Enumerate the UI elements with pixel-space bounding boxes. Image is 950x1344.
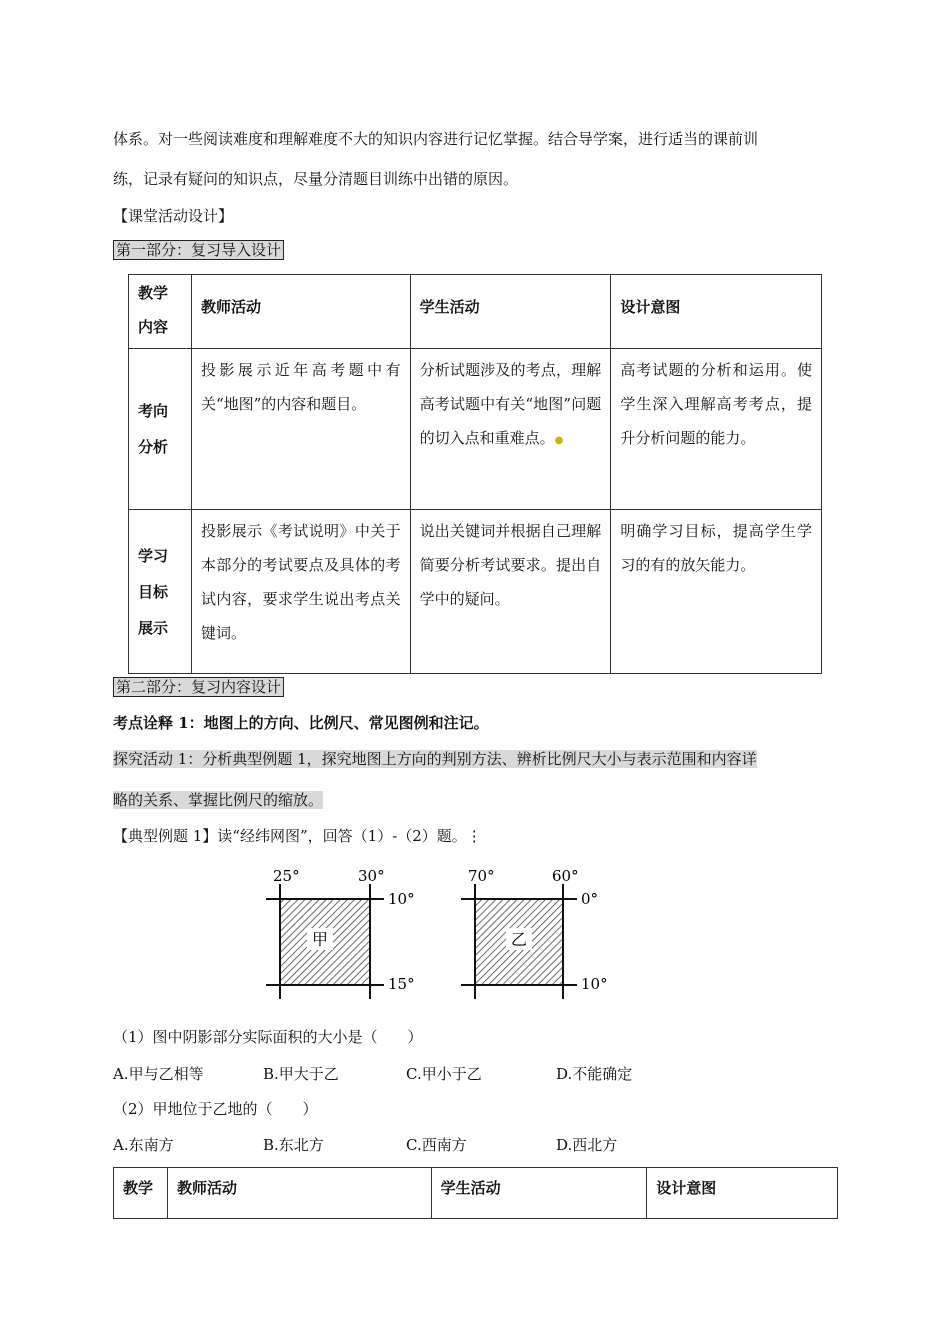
table1-row2-topic: 学习目标展示	[129, 510, 192, 674]
question-1: （1）图中阴影部分实际面积的大小是（ ）	[113, 1028, 423, 1046]
intro-line-2: 练，记录有疑问的知识点，尽量分清题目训练中出错的原因。	[113, 170, 519, 188]
activity-line-2-text: 略的关系、掌握比例尺的缩放。	[113, 791, 324, 809]
jia-lon-right: 30°	[358, 867, 385, 885]
table1-row1-intent: 高考试题的分析和运用。使学生深入理解高考考点，提升分析问题的能力。	[611, 349, 822, 510]
lesson-table-2	[113, 1167, 838, 1219]
q2-option-d: D.西北方	[556, 1136, 618, 1154]
table1-header-topic: 教学内容	[129, 275, 192, 349]
yi-lat-bottom: 10°	[581, 975, 608, 993]
table-row	[129, 349, 822, 510]
lesson-table-1	[128, 274, 822, 674]
q1-option-b: B.甲大于乙	[263, 1065, 339, 1083]
table1-header-student: 学生活动	[410, 275, 611, 349]
table2-header-teacher: 教师活动	[167, 1168, 431, 1219]
activity-line-1-text: 探究活动 1：分析典型例题 1，探究地图上方向的判别方法、辨析比例尺大小与表示范围和内容详	[113, 750, 757, 768]
jia-lat-bottom: 15°	[388, 975, 415, 993]
jia-lon-left: 25°	[273, 867, 300, 885]
grid-yi	[461, 867, 608, 999]
activity-line-2	[113, 790, 323, 810]
table1-header-row	[129, 275, 822, 349]
part1-title	[113, 240, 284, 260]
activity-line-1	[113, 749, 757, 769]
grid-jia	[266, 867, 415, 999]
key-point-1: 考点诠释 1：地图上的方向、比例尺、常见图例和注记。	[113, 714, 489, 732]
q2-option-c: C.西南方	[406, 1136, 467, 1154]
table2-header-student: 学生活动	[431, 1168, 647, 1219]
q2-option-a: A.东南方	[113, 1136, 174, 1154]
table1-header-teacher: 教师活动	[191, 275, 410, 349]
section-title: 【课堂活动设计】	[113, 207, 234, 225]
table1-row1-student	[410, 349, 611, 510]
yellow-dot-icon: ●	[554, 435, 564, 446]
table-row	[129, 510, 822, 674]
table2-header-row	[114, 1168, 838, 1219]
yi-lon-right: 60°	[552, 867, 579, 885]
yi-lat-top: 0°	[581, 890, 599, 908]
q2-option-b: B.东北方	[263, 1136, 324, 1154]
jia-label: 甲	[311, 930, 329, 949]
table1-row2-teacher: 投影展示《考试说明》中关于本部分的考试要点及具体的考试内容，要求学生说出考点关键词。	[191, 510, 410, 674]
lat-lon-grid-figure	[250, 862, 630, 1012]
table2-header-topic: 教学	[114, 1168, 168, 1219]
table2-header-intent: 设计意图	[647, 1168, 838, 1219]
table1-row1-student-text: 分析试题涉及的考点，理解高考试题中有关“地图”问题的切入点和重难点。	[419, 361, 602, 447]
q1-option-c: C.甲小于乙	[406, 1065, 482, 1083]
table1-row1-topic: 考向分析	[129, 349, 192, 510]
example-1-title: 【典型例题 1】读“经纬网图”，回答（1）-（2）题。⋮	[113, 827, 482, 845]
q1-option-a: A.甲与乙相等	[113, 1065, 204, 1083]
table1-row2-student: 说出关键词并根据自己理解简要分析考试要求。提出自学中的疑问。	[410, 510, 611, 674]
table1-row2-intent: 明确学习目标，提高学生学习的有的放矢能力。	[611, 510, 822, 674]
part1-title-text: 第一部分：复习导入设计	[113, 240, 284, 260]
q1-option-d: D.不能确定	[556, 1065, 633, 1083]
yi-label: 乙	[510, 930, 528, 949]
part2-title	[113, 677, 284, 697]
jia-lat-top: 10°	[388, 890, 415, 908]
part2-title-text: 第二部分：复习内容设计	[113, 677, 284, 697]
question-2: （2）甲地位于乙地的（ ）	[113, 1100, 318, 1118]
intro-line-1: 体系。对一些阅读难度和理解难度不大的知识内容进行记忆掌握。结合导学案，进行适当的课前训	[113, 130, 759, 148]
table1-header-intent: 设计意图	[611, 275, 822, 349]
table1-row1-teacher: 投影展示近年高考题中有关“地图”的内容和题目。	[191, 349, 410, 510]
yi-lon-left: 70°	[468, 867, 495, 885]
